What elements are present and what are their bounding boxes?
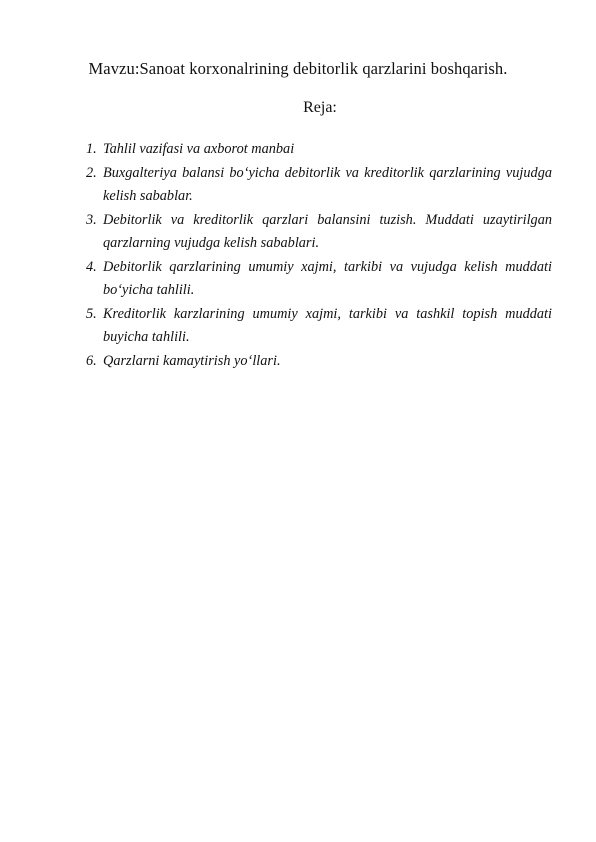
plan-item-text: Kreditorlik karzlarining umumiy xajmi, tarkibi va tashkil topish muddati buyicha tahlili. <box>103 305 552 345</box>
plan-item <box>86 209 552 256</box>
plan-item-text: Debitorlik va kreditorlik qarzlari balansini tuzish. Muddati uzaytirilgan qarzlarning vujudga kelish sabablari. <box>103 211 552 251</box>
plan-item-number: 3. <box>86 211 97 228</box>
plan-item-text: Qarzlarni kamaytirish yo‘llari. <box>103 352 281 369</box>
plan-item <box>86 350 552 374</box>
plan-item-number: 6. <box>86 352 97 369</box>
plan-item-number: 1. <box>86 141 97 157</box>
plan-item-text: Debitorlik qarzlarining umumiy xajmi, tarkibi va vujudga kelish muddati bo‘yicha tahlili. <box>103 258 552 298</box>
plan-item <box>86 256 552 303</box>
plan-item <box>86 138 552 162</box>
plan-item-number: 5. <box>86 305 97 322</box>
plan-heading: Reja: <box>303 99 337 116</box>
plan-item-text: Tahlil vazifasi va axborot manbai <box>103 141 295 157</box>
plan-item-number: 2. <box>86 164 97 181</box>
plan-list <box>86 138 552 373</box>
plan-item <box>86 162 552 209</box>
plan-item-text: Buxgalteriya balansi bo‘yicha debitorlik va kreditorlik qarzlarining vujudga kelish sabablar. <box>103 164 552 204</box>
document-title: Mavzu:Sanoat korxonalrining debitorlik qarzlarini boshqarish. <box>88 59 508 78</box>
plan-item-number: 4. <box>86 258 97 275</box>
plan-item <box>86 303 552 350</box>
